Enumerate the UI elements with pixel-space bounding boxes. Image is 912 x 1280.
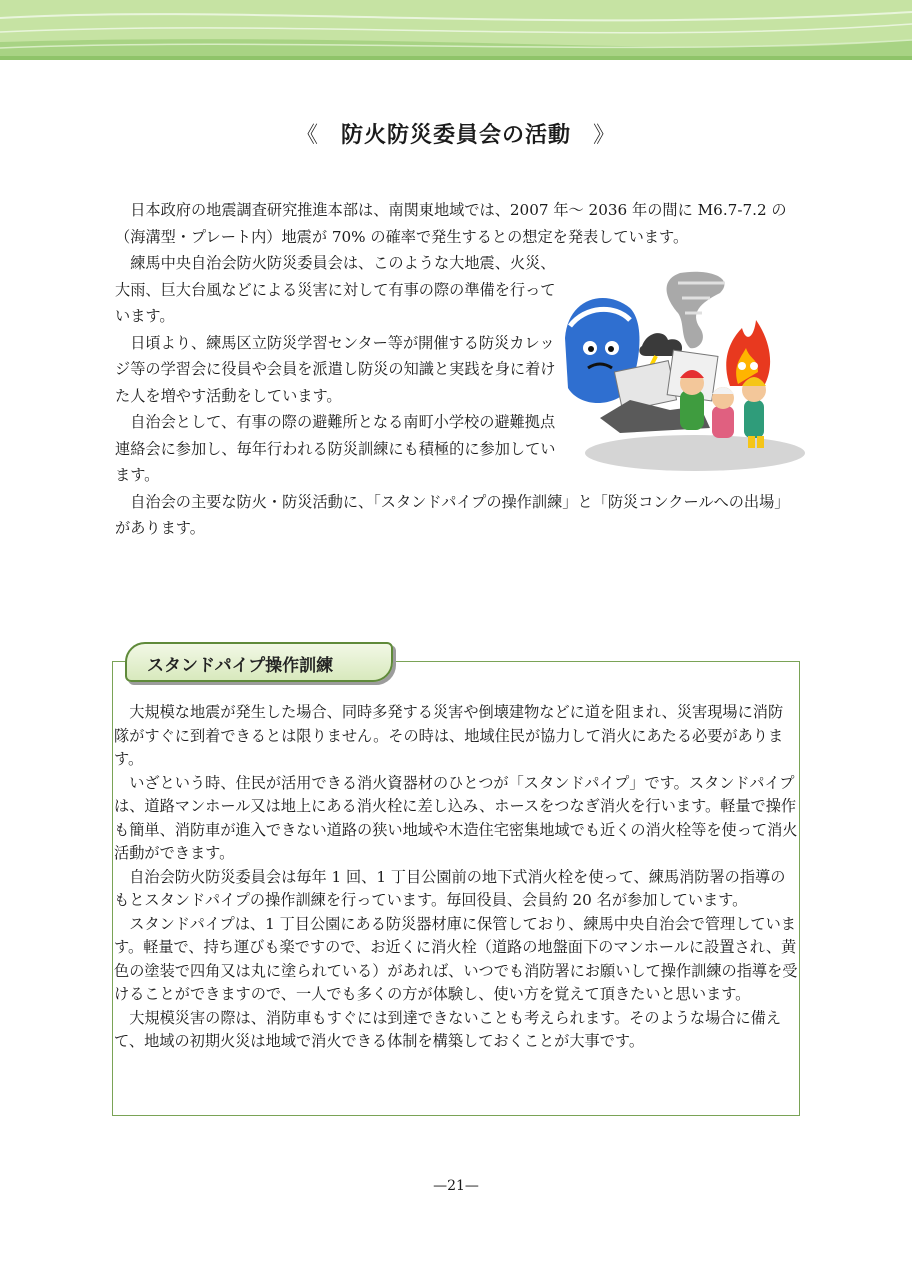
section-paragraph: 自治会防火防災委員会は毎年 1 回、1 丁目公園前の地下式消火栓を使って、練馬消防署の指導のもとスタンドパイプの操作訓練を行っています。毎回役員、会員約 20 名が参加しています。 <box>114 867 786 909</box>
title-close-bracket: 》 <box>593 123 617 148</box>
intro-paragraph: 自治会として、有事の際の避難所となる南町小学校の避難拠点連絡会に参加し、毎年行われる防災訓練にも積極的に参加しています。 <box>115 413 556 484</box>
intro-paragraph: 練馬中央自治会防火防災委員会は、このような大地震、火災、大雨、巨大台風などによる災害に対して有事の際の準備を行っています。 <box>115 254 556 325</box>
page-number: —21— <box>433 1178 479 1194</box>
page-title <box>0 118 912 149</box>
title-text: 防火防災委員会の活動 <box>340 123 571 148</box>
intro-paragraph: 日本政府の地震調査研究推進本部は、南関東地域では、2007 年～ 2036 年の間に M6.7-7.2 の（海溝型・プレート内）地震が 70% の確率で発生するとの想定を発表しています。 <box>115 201 787 246</box>
section-paragraph: いざという時、住民が活用できる消火資器材のひとつが「スタンドパイプ」です。スタンドパイプは、道路マンホール又は地上にある消火栓に差し込み、ホースをつなぎ消火を行います。軽量で操作も簡単、消防車が進入できない道路の狭い地域や木造住宅密集地域でも近くの消火栓等を使って消火活動ができます。 <box>114 773 798 862</box>
title-open-bracket: 《 <box>295 123 319 148</box>
intro-paragraph: 日頃より、練馬区立防災学習センター等が開催する防災カレッジ等の学習会に役員や会員を派遣し防災の知識と実践を身に着けた人を増やす活動をしています。 <box>115 333 556 405</box>
section-paragraph: 大規模災害の際は、消防車もすぐには到達できないことも考えられます。そのような場合に備えて、地域の初期火災は地域で消火できる体制を構築しておくことが大事です。 <box>114 1008 782 1050</box>
section-heading: スタンドパイプ操作訓練 <box>125 642 393 682</box>
section-paragraph: スタンドパイプは、1 丁目公園にある防災器材庫に保管しており、練馬中央自治会で管理しています。軽量で、持ち運びも楽ですので、お近くに消火栓（道路の地盤面下のマンホールに設置され、黄色の塗装で四角又は丸に塗られている）があれば、いつでも消防署にお願いして操作訓練の指導を受けることができますので、一人でも多くの方が体験し、使い方を覚えて頂きたいと思います。 <box>114 914 798 1003</box>
section-paragraph: 大規模な地震が発生した場合、同時多発する災害や倒壊建物などに道を阻まれ、災害現場に消防隊がすぐに到着できるとは限りません。その時は、地域住民が協力して消火にあたる必要があります。 <box>114 703 784 768</box>
intro-paragraph: 自治会の主要な防火・防災活動に、「スタンドパイプの操作訓練」と「防災コンクールへの出場」があります。 <box>115 492 790 537</box>
disaster-characters-illustration <box>560 268 810 478</box>
standpipe-section-body <box>114 701 798 1054</box>
header-band <box>0 0 912 60</box>
